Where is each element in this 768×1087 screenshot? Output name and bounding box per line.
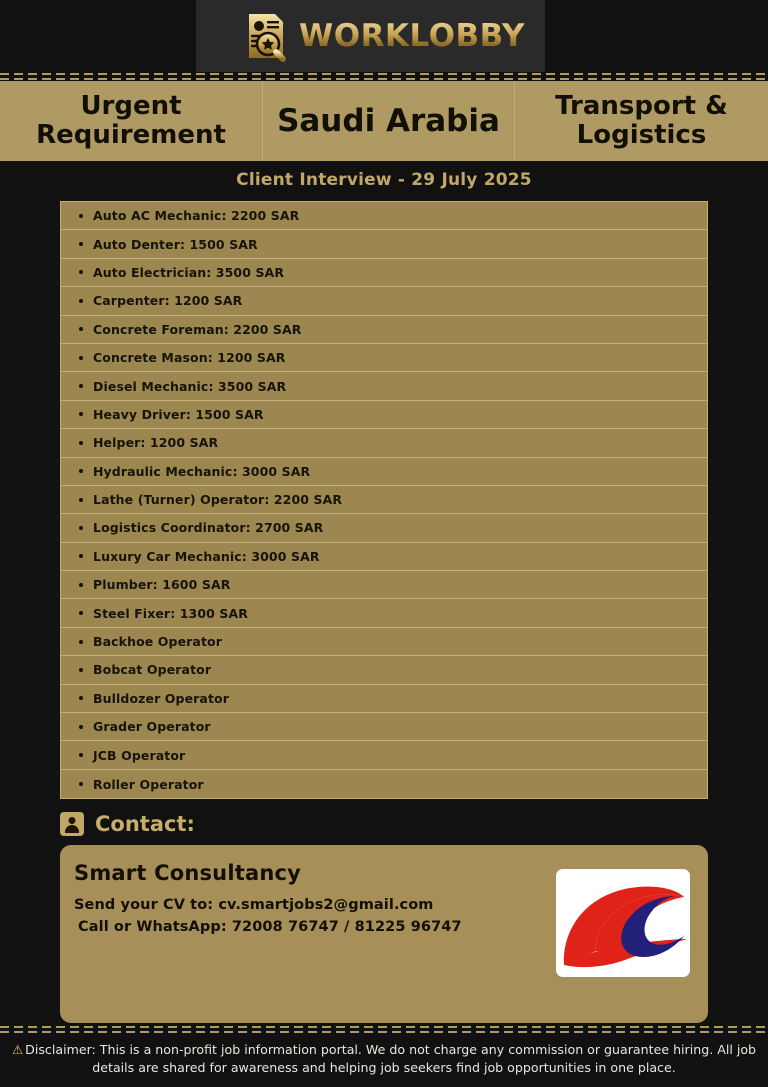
job-title: Grader Operator [93, 719, 211, 735]
sector-label [515, 81, 768, 161]
disclaimer-text [0, 1034, 768, 1087]
job-title: Auto AC Mechanic: 2200 SAR [93, 208, 300, 224]
bullet-icon [79, 640, 83, 644]
job-title: Diesel Mechanic: 3500 SAR [93, 378, 287, 394]
job-row [61, 429, 707, 457]
job-title: Backhoe Operator [93, 634, 222, 650]
contact-card [60, 845, 708, 1023]
job-row [61, 656, 707, 684]
header-band [0, 81, 768, 161]
warning-triangle-icon: ⚠ [11, 1041, 24, 1057]
job-row [61, 571, 707, 599]
bullet-icon [79, 498, 83, 502]
job-title: Luxury Car Mechanic: 3000 SAR [93, 548, 320, 564]
job-title: Concrete Mason: 1200 SAR [93, 350, 286, 366]
bullet-icon [79, 214, 83, 218]
bullet-icon [79, 299, 83, 303]
dashed-divider-bottom [0, 1025, 768, 1034]
job-title: Hydraulic Mechanic: 3000 SAR [93, 463, 311, 479]
job-row [61, 259, 707, 287]
bullet-icon [79, 384, 83, 388]
jobs-section [0, 201, 768, 799]
country-label: Saudi Arabia [262, 81, 515, 161]
job-title: JCB Operator [93, 747, 186, 763]
dashed-divider-top [0, 72, 768, 81]
resume-magnifier-icon [243, 10, 289, 62]
bullet-icon [79, 327, 83, 331]
job-row [61, 344, 707, 372]
job-title: Steel Fixer: 1300 SAR [93, 605, 248, 621]
job-row [61, 770, 707, 798]
jobs-panel [60, 201, 708, 799]
contact-card-wrap [0, 845, 768, 1023]
bullet-icon [79, 441, 83, 445]
sector-line2: Logistics [576, 120, 707, 150]
job-title: Roller Operator [93, 776, 204, 792]
contact-details [74, 861, 556, 941]
contact-heading [0, 799, 768, 845]
job-title: Logistics Coordinator: 2700 SAR [93, 520, 324, 536]
bullet-icon [79, 782, 83, 786]
urgent-line1: Urgent [80, 90, 182, 121]
sector-line1: Transport & [555, 90, 728, 121]
disclaimer-body: Disclaimer: This is a non-profit job information portal. We do not charge any commission or guarantee hiring. All job details are shared for awareness and helping job seekers find job opportunities in one place. [25, 1041, 757, 1075]
job-row [61, 202, 707, 230]
bullet-icon [79, 725, 83, 729]
job-row [61, 401, 707, 429]
job-row [61, 741, 707, 769]
urgent-line2: Requirement [36, 120, 226, 150]
bullet-icon [79, 270, 83, 274]
bullet-icon [79, 242, 83, 246]
bullet-icon [79, 356, 83, 360]
bullet-icon [79, 412, 83, 416]
brand-logo [243, 10, 525, 62]
disclaimer-section [0, 1025, 768, 1087]
person-icon [60, 812, 84, 836]
smart-consultancy-logo [556, 869, 690, 977]
job-row [61, 372, 707, 400]
contact-heading-label: Contact: [95, 812, 195, 837]
job-title: Heavy Driver: 1500 SAR [93, 406, 264, 422]
job-title: Bobcat Operator [93, 662, 212, 678]
job-title: Bulldozer Operator [93, 690, 229, 706]
job-row [61, 514, 707, 542]
bullet-icon [79, 583, 83, 587]
bullet-icon [79, 696, 83, 700]
job-row [61, 486, 707, 514]
email-line[interactable]: Send your CV to: cv.smartjobs2@gmail.com [74, 897, 434, 914]
job-row [61, 543, 707, 571]
job-title: Helper: 1200 SAR [93, 435, 219, 451]
job-row [61, 287, 707, 315]
job-row [61, 685, 707, 713]
job-row [61, 316, 707, 344]
bullet-icon [79, 753, 83, 757]
bullet-icon [79, 469, 83, 473]
job-title: Carpenter: 1200 SAR [93, 293, 243, 309]
job-title: Plumber: 1600 SAR [93, 577, 231, 593]
logo-banner [0, 0, 768, 72]
bullet-icon [79, 668, 83, 672]
job-title: Lathe (Turner) Operator: 2200 SAR [93, 492, 343, 508]
bullet-icon [79, 526, 83, 530]
job-title: Auto Electrician: 3500 SAR [93, 264, 285, 280]
job-row [61, 713, 707, 741]
company-name: Smart Consultancy [74, 861, 302, 886]
job-title: Concrete Foreman: 2200 SAR [93, 321, 302, 337]
bullet-icon [79, 611, 83, 615]
job-title: Auto Denter: 1500 SAR [93, 236, 258, 252]
job-row [61, 458, 707, 486]
phone-line[interactable]: Call or WhatsApp: 72008 76747 / 81225 96747 [78, 919, 462, 936]
job-row [61, 628, 707, 656]
job-row [61, 230, 707, 258]
bullet-icon [79, 554, 83, 558]
interview-date: Client Interview - 29 July 2025 [0, 161, 768, 201]
job-row [61, 599, 707, 627]
brand-name: WORKLOBBY [299, 18, 525, 54]
urgent-requirement-label [0, 81, 262, 161]
